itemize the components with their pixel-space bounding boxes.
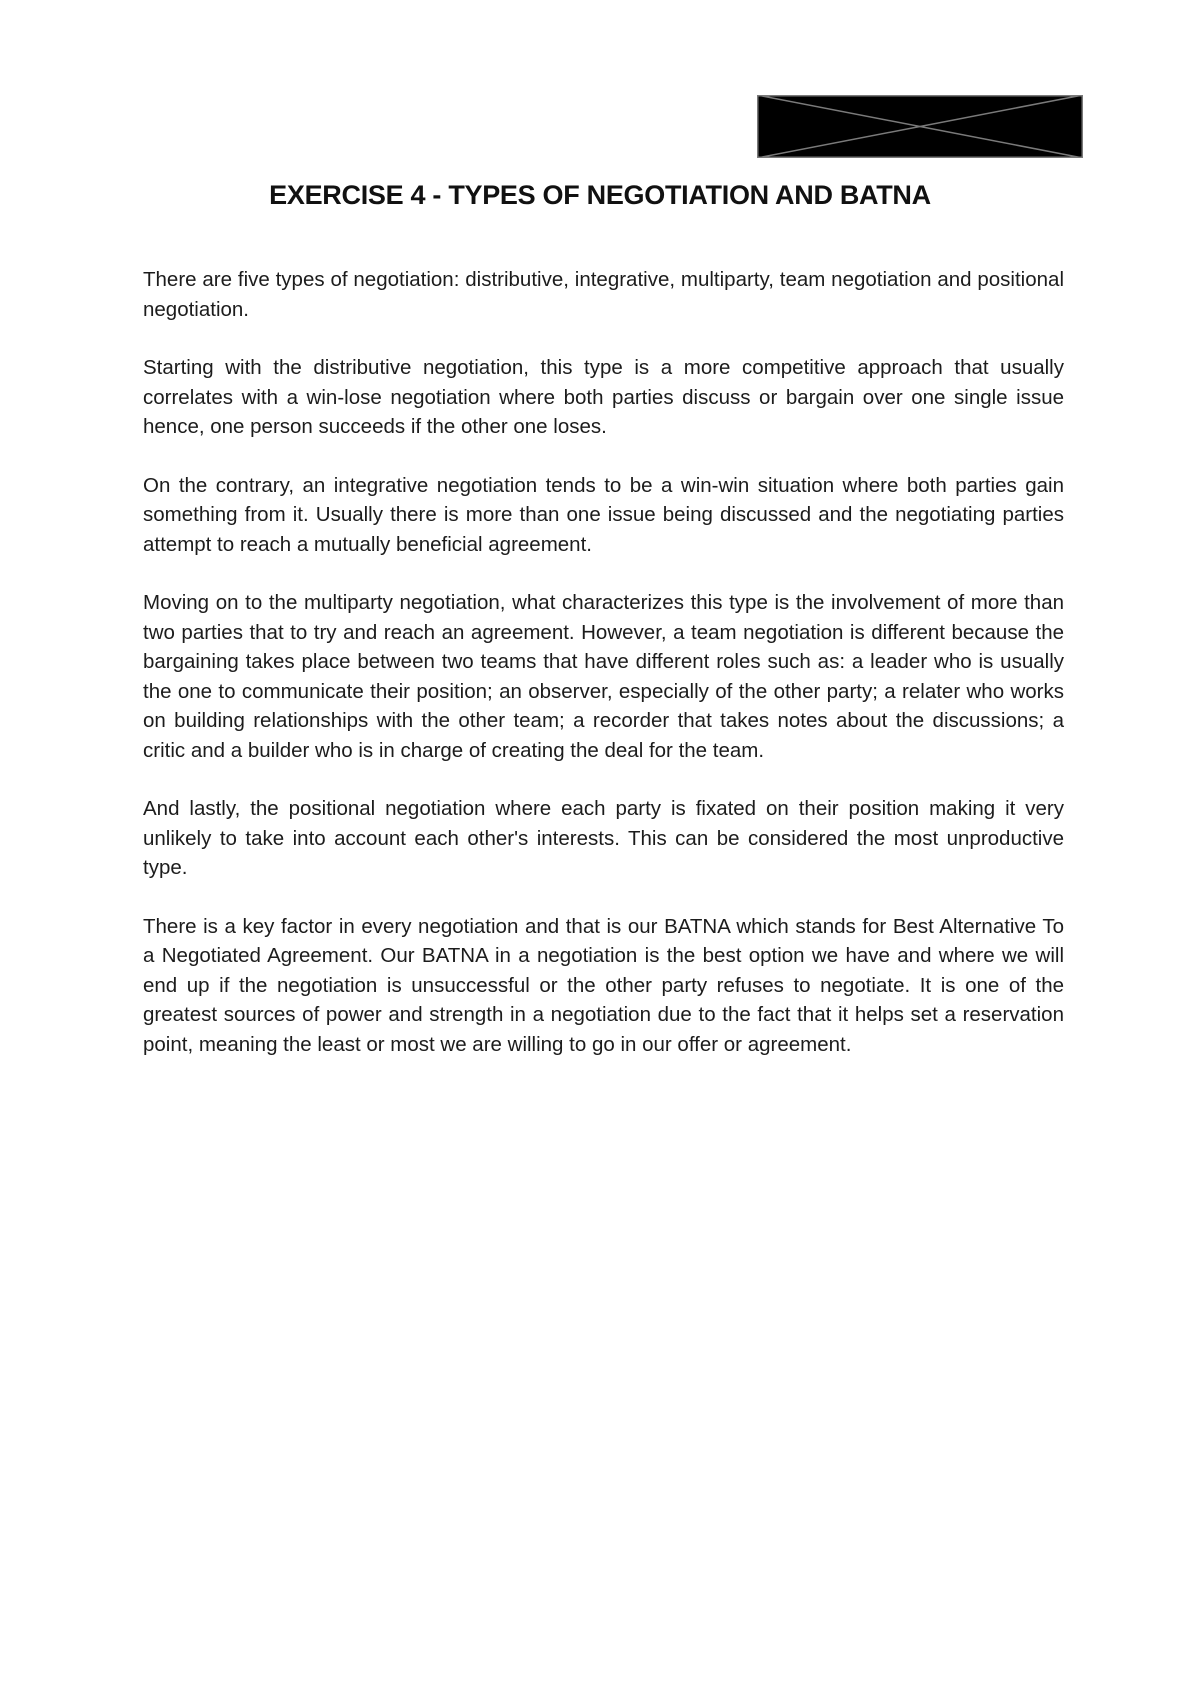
paragraph-distributive: Starting with the distributive negotiation, this type is a more competitive approach that usually correlates with a win-lose negotiation where both parties discuss or bargain over one single issue hence, one person succeeds if the other one loses. <box>143 356 1064 438</box>
paragraph-positional: And lastly, the positional negotiation where each party is fixated on their position making it very unlikely to take into account each other's interests. This can be considered the most unproductive type. <box>143 797 1064 879</box>
paragraph-integrative: On the contrary, an integrative negotiation tends to be a win-win situation where both parties gain something from it. Usually there is more than one issue being discussed and the negotiating parties attempt to reach a mutually beneficial agreement. <box>143 473 1064 556</box>
paragraph-intro: There are five types of negotiation: distributive, integrative, multiparty, team negotiation and positional negotiation. <box>143 268 1064 321</box>
redacted-logo-placeholder <box>757 95 1083 158</box>
paragraph-multiparty-team: Moving on to the multiparty negotiation, what characterizes this type is the involvement of more than two parties that to try and reach an agreement. However, a team negotiation is different because the bargaining takes place between two teams that have different roles such as: a leader who is usually the one to communicate their position; an observer, especially of the other party; a relater who works on building relationships with the other team; a recorder that takes notes about the discussions; a critic and a builder who is in charge of creating the deal for the team. <box>143 591 1064 762</box>
paragraph-batna: There is a key factor in every negotiation and that is our BATNA which stands for Best Alternative To a Negotiated Agreement. Our BATNA in a negotiation is the best option we have and where we will end up if the negotiation is unsuccessful or the other party refuses to negotiate. It is one of the greatest sources of power and strength in a negotiation due to the fact that it helps set a reservation point, meaning the least or most we are willing to go in our offer or agreement. <box>143 914 1064 1056</box>
placeholder-cross-icon <box>757 95 1083 158</box>
page-title: EXERCISE 4 - TYPES OF NEGOTIATION AND BATNA <box>269 180 931 210</box>
document-body <box>143 265 1064 1088</box>
